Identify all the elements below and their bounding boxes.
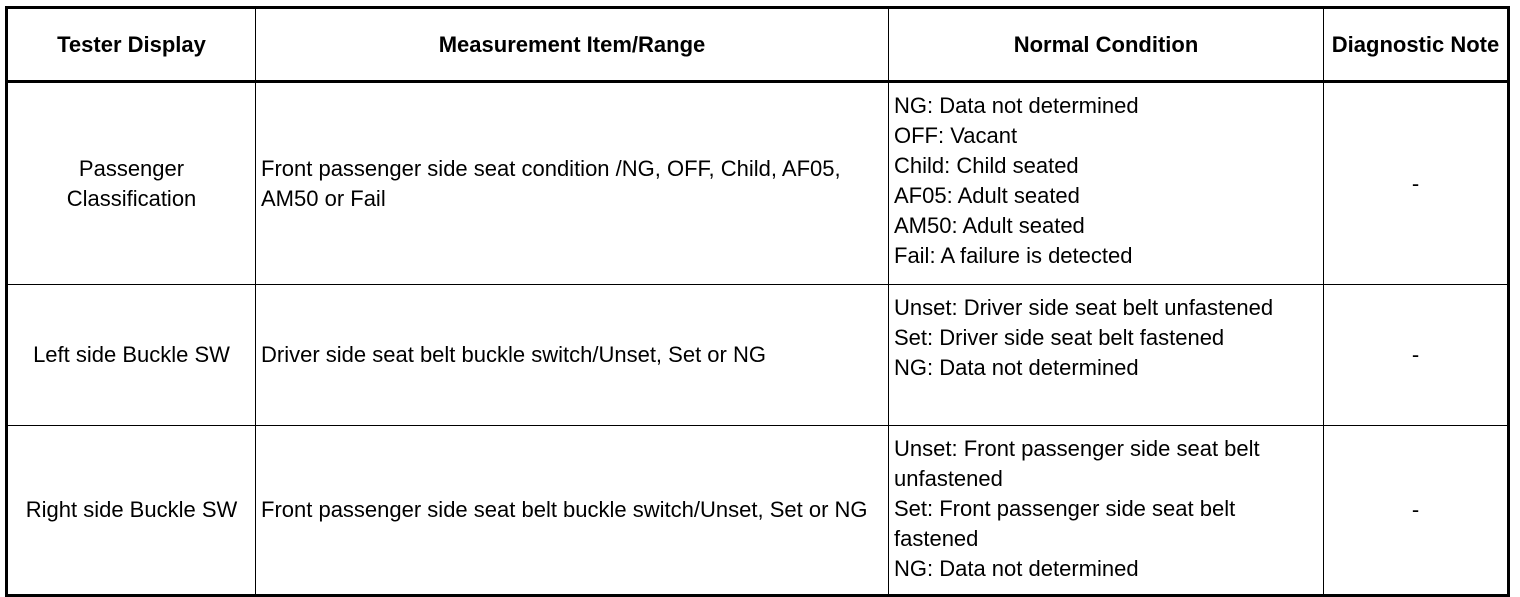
condition-line: NG: Data not determined	[894, 556, 1139, 581]
condition-line: Set: Driver side seat belt fastened	[894, 325, 1225, 350]
tester-display-cell: Passenger Classification	[7, 82, 256, 285]
measurement-cell: Front passenger side seat belt buckle switch/Unset, Set or NG	[256, 426, 889, 596]
diagnostic-note-cell: -	[1324, 285, 1509, 426]
data-list-table	[5, 6, 1510, 597]
condition-line: Unset: Driver side seat belt unfastened	[894, 295, 1274, 320]
diagnostic-note-cell: -	[1324, 82, 1509, 285]
measurement-cell: Front passenger side seat condition /NG, OFF, Child, AF05, AM50 or Fail	[256, 82, 889, 285]
condition-line: AM50: Adult seated	[894, 213, 1085, 238]
condition-line: NG: Data not determined	[894, 355, 1139, 380]
measurement-cell: Driver side seat belt buckle switch/Unset, Set or NG	[256, 285, 889, 426]
condition-line: Child: Child seated	[894, 153, 1079, 178]
table-row	[7, 426, 1509, 596]
header-tester-display: Tester Display	[7, 8, 256, 82]
header-row	[7, 8, 1509, 82]
normal-condition-cell	[889, 82, 1324, 285]
condition-line: Set: Front passenger side seat belt fastened	[894, 496, 1236, 551]
normal-condition-cell	[889, 285, 1324, 426]
table-row	[7, 82, 1509, 285]
condition-line: AF05: Adult seated	[894, 183, 1080, 208]
condition-line: NG: Data not determined	[894, 93, 1139, 118]
normal-condition-cell	[889, 426, 1324, 596]
condition-line: Unset: Front passenger side seat belt unfastened	[894, 436, 1260, 491]
condition-line: Fail: A failure is detected	[894, 243, 1133, 268]
data-list-table-container	[5, 6, 1510, 597]
tester-display-cell: Right side Buckle SW	[7, 426, 256, 596]
condition-line: OFF: Vacant	[894, 123, 1018, 148]
tester-display-cell: Left side Buckle SW	[7, 285, 256, 426]
table-row	[7, 285, 1509, 426]
header-measurement: Measurement Item/Range	[256, 8, 889, 82]
diagnostic-note-cell: -	[1324, 426, 1509, 596]
header-diagnostic-note: Diagnostic Note	[1324, 8, 1509, 82]
header-normal-condition: Normal Condition	[889, 8, 1324, 82]
